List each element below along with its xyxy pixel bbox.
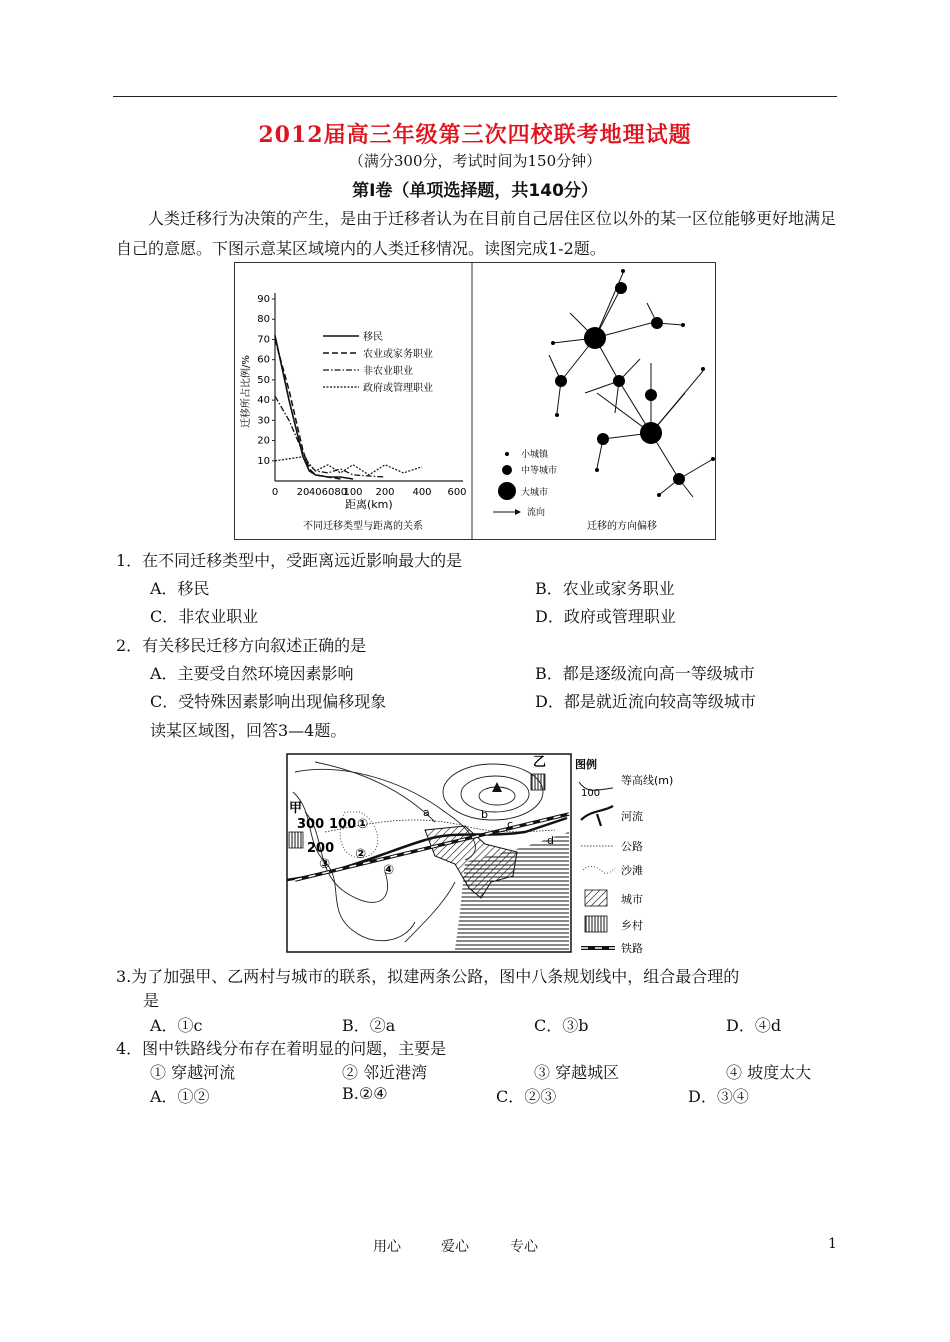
exam-subtitle: （满分300分，考试时间为150分钟）: [348, 152, 602, 170]
legend-river: 河流: [621, 810, 643, 823]
legend-village: 乡村: [621, 919, 643, 932]
series-line-2: [275, 339, 341, 479]
town-node: [701, 367, 705, 371]
legend-big: 大城市: [521, 488, 549, 498]
section-heading: 第Ⅰ卷（单项选择题，共140分）: [352, 181, 598, 201]
x-tick-label: 400: [412, 487, 432, 498]
legend-beach-symbol: [583, 866, 615, 873]
footer-motto-3: 专心: [510, 1239, 538, 1255]
town-node: [681, 323, 685, 327]
big-city-node: [640, 422, 662, 444]
q3-option-c: C．③b: [534, 1016, 589, 1035]
village-jia: [289, 832, 303, 848]
intro-paragraph-1: 人类迁移行为决策的产生，是由于迁移者认为在目前自己居住区位以外的某一区位能够更好地满足自己的意愿。下图示意某区域境内的人类迁移情况。读图完成1-2题。: [116, 209, 837, 258]
medium-city-node: [645, 389, 657, 401]
town-node: [595, 468, 599, 472]
q1-option-b: B．农业或家务职业: [535, 579, 675, 598]
migration-arrows: [549, 273, 713, 497]
legend-medium: 中等城市: [521, 466, 558, 476]
legend-town: 小城镇: [521, 450, 549, 460]
right-caption: 迁移的方向偏移: [587, 521, 657, 532]
footer-motto-2: 爱心: [441, 1239, 469, 1255]
route-2: ②: [355, 847, 367, 862]
legend-city: 城市: [621, 893, 643, 906]
q2-option-a: A．主要受自然环境因素影响: [150, 664, 354, 683]
q4-item-1: ① 穿越河流: [150, 1063, 236, 1082]
medium-city-node: [673, 473, 685, 485]
y-tick-label: 90: [257, 294, 270, 305]
page-number: 1: [828, 1236, 837, 1252]
legend-title: 图例: [575, 758, 597, 771]
legend-arrow-head: [515, 509, 521, 515]
y-tick-label: 60: [257, 354, 270, 366]
route-4: ④: [383, 863, 395, 878]
q4-option-c: C．②③: [496, 1087, 557, 1106]
q3-option-b: B．②a: [342, 1016, 396, 1035]
legend-road: 公路: [621, 840, 643, 853]
q4-option-b: B.②④: [342, 1084, 388, 1103]
town-node: [551, 341, 555, 345]
y-tick-label: 80: [257, 314, 270, 326]
y-axis-label: 迁移所占比例/%: [241, 355, 252, 428]
legend-city-symbol: [585, 890, 607, 906]
x-tick-label: 0: [271, 487, 279, 498]
q2-option-b: B．都是逐级流向高一等级城市: [535, 664, 755, 683]
legend-big-symbol: [498, 482, 516, 500]
legend-town-symbol: [505, 452, 509, 456]
q4-item-2: ② 邻近港湾: [342, 1063, 428, 1082]
q2-option-d: D．都是就近流向较高等级城市: [535, 692, 756, 711]
series-line-1: [275, 335, 353, 479]
top-rule: [113, 96, 837, 97]
q3-option-a: A．①c: [150, 1016, 203, 1035]
y-tick-label: 50: [257, 374, 270, 386]
q3-stem-cont: 是: [143, 991, 160, 1010]
q4-item-4: ④ 坡度太大: [726, 1063, 812, 1082]
label-200: 200: [307, 841, 335, 856]
q3-stem: 3.为了加强甲、乙两村与城市的联系，拟建两条公路，图中八条规划线中，组合最合理的: [116, 967, 740, 986]
y-tick-label: 20: [257, 435, 270, 447]
medium-city-node: [555, 375, 567, 387]
medium-city-node: [615, 282, 627, 294]
route-c: c: [507, 818, 514, 831]
q3-option-d: D．④d: [726, 1016, 782, 1035]
figure-1-svg: [235, 263, 715, 539]
label-300: 300: [297, 817, 325, 832]
figure-2-svg: [285, 752, 717, 956]
y-tick-label: 10: [257, 455, 270, 467]
route-a: a: [423, 806, 430, 819]
figure-1: [234, 262, 716, 540]
q1-option-c: C．非农业职业: [150, 607, 259, 626]
legend-rail: 铁路: [621, 942, 643, 955]
legend-flow: 流向: [527, 508, 546, 518]
legend-contour: 等高线(m): [621, 774, 674, 787]
town-node: [555, 413, 559, 417]
x-tick-label: 100: [343, 487, 363, 498]
footer-motto-1: 用心: [373, 1239, 401, 1255]
x-tick-label: 20: [296, 487, 310, 498]
q4-stem: 4．图中铁路线分布存在着明显的问题，主要是: [116, 1039, 447, 1058]
legend-river-symbol: [581, 806, 613, 826]
x-axis-label: 距离(km): [345, 498, 393, 511]
map2-legend: [575, 757, 673, 955]
label-yi: 乙: [533, 755, 547, 770]
village-yi: [531, 774, 545, 790]
intro-paragraph-2: 读某区域图，回答3—4题。: [150, 721, 347, 740]
y-tick-label: 40: [257, 395, 270, 407]
route-b: b: [481, 808, 488, 821]
legend-label-2: 农业或家务职业: [363, 349, 433, 360]
map-legend: [493, 448, 557, 518]
x-tick-label: 600: [447, 487, 467, 498]
exam-title: 2012届高三年级第三次四校联考地理试题: [258, 122, 692, 148]
label-100: 100: [329, 817, 357, 832]
medium-city-node: [651, 317, 663, 329]
x-tick-label: 200: [375, 487, 395, 498]
y-tick-label: 70: [257, 334, 270, 346]
town-node: [621, 269, 625, 273]
y-tick-label: 30: [257, 415, 270, 427]
medium-city-node: [597, 433, 609, 445]
route-d: d: [547, 834, 554, 847]
q1-option-a: A．移民: [150, 579, 210, 598]
legend-label-4: 政府或管理职业: [363, 383, 433, 394]
label-jia: 甲: [289, 801, 303, 816]
route-3: ③: [319, 857, 331, 872]
legend-label-3: 非农业职业: [363, 366, 413, 377]
q2-stem: 2．有关移民迁移方向叙述正确的是: [116, 636, 367, 655]
town-node: [657, 493, 661, 497]
big-city-node: [584, 327, 606, 349]
q2-option-c: C．受特殊因素影响出现偏移现象: [150, 692, 387, 711]
medium-city-node: [613, 375, 625, 387]
legend-village-symbol: [585, 916, 607, 932]
town-node: [711, 457, 715, 461]
legend-beach: 沙滩: [621, 864, 643, 877]
city-nodes: [551, 269, 715, 497]
legend-medium-symbol: [502, 465, 512, 475]
legend-label-1: 移民: [363, 332, 383, 343]
q4-item-3: ③ 穿越城区: [534, 1063, 620, 1082]
legend-contour-value: 100: [581, 788, 601, 799]
q1-option-d: D．政府或管理职业: [535, 607, 676, 626]
q1-stem: 1．在不同迁移类型中，受距离远近影响最大的是: [116, 551, 463, 570]
figure-2: [285, 752, 717, 956]
q4-option-d: D．③④: [688, 1087, 749, 1106]
left-caption: 不同迁移类型与距离的关系: [303, 521, 423, 532]
chart-legend: [323, 330, 433, 394]
q4-option-a: A．①②: [150, 1087, 210, 1106]
x-tick-label: 406080: [308, 487, 348, 498]
route-1: ①: [357, 817, 369, 832]
